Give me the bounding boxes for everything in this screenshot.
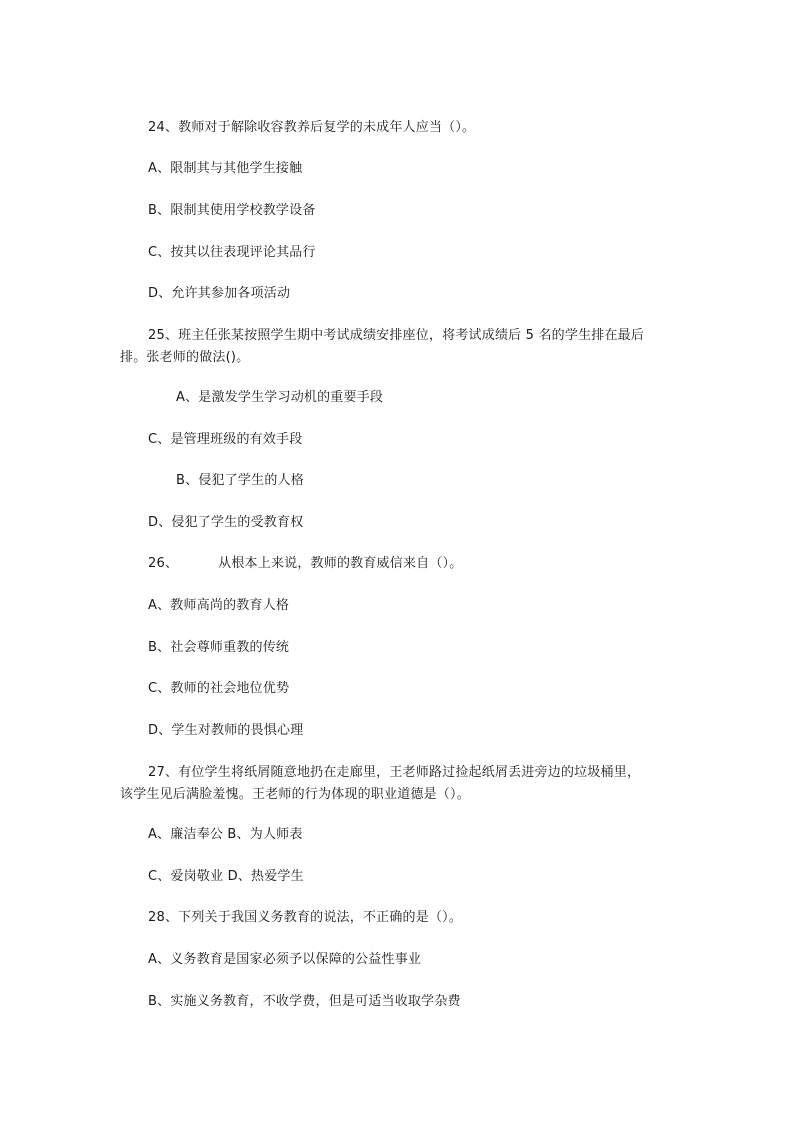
question-24-option-a: A、限制其与其他学生接触 — [148, 161, 303, 176]
question-26-number: 26、 — [148, 556, 179, 571]
question-25-option-a: A、是激发学生学习动机的重要手段 — [176, 390, 384, 405]
question-25-option-c: C、是管理班级的有效手段 — [148, 432, 303, 447]
question-25-option-d: D、侵犯了学生的受教育权 — [148, 515, 304, 530]
question-27-options-ab: A、廉洁奉公 B、为人师表 — [148, 827, 303, 842]
question-27-stem-line2: 该学生见后满脸羞愧。王老师的行为体现的职业道德是（）。 — [120, 787, 470, 802]
question-26-option-a: A、教师高尚的教育人格 — [148, 598, 290, 613]
question-26-stem — [148, 552, 462, 576]
question-25-option-b: B、侵犯了学生的人格 — [176, 473, 304, 488]
question-26-option-c: C、教师的社会地位优势 — [148, 681, 290, 696]
question-25-stem-line1: 25、班主任张某按照学生期中考试成绩安排座位，将考试成绩后 5 名的学生排在最后 — [148, 328, 645, 343]
question-26-option-b: B、社会尊师重教的传统 — [148, 640, 290, 655]
question-24-stem: 24、教师对于解除收容教养后复学的未成年人应当（）。 — [148, 120, 476, 135]
question-24-option-c: C、按其以往表现评论其品行 — [148, 245, 316, 260]
question-28-option-b: B、实施义务教育，不收学费，但是可适当收取学杂费 — [148, 994, 461, 1009]
question-28-stem: 28、下列关于我国义务教育的说法，不正确的是（）。 — [148, 910, 463, 925]
question-25-stem-line2: 排。张老师的做法()。 — [120, 350, 250, 365]
question-24-option-d: D、允许其参加各项活动 — [148, 286, 291, 301]
question-26-text: 从根本上来说，教师的教育威信来自（）。 — [218, 556, 463, 571]
question-24-option-b: B、限制其使用学校教学设备 — [148, 203, 316, 218]
question-27-stem-line1: 27、有位学生将纸屑随意地扔在走廊里，王老师路过捡起纸屑丢进旁边的垃圾桶里， — [148, 765, 641, 780]
question-27-options-cd: C、爱岗敬业 D、热爱学生 — [148, 869, 304, 884]
question-26-option-d: D、学生对教师的畏惧心理 — [148, 723, 304, 738]
question-28-option-a: A、义务教育是国家必须予以保障的公益性事业 — [148, 952, 422, 967]
